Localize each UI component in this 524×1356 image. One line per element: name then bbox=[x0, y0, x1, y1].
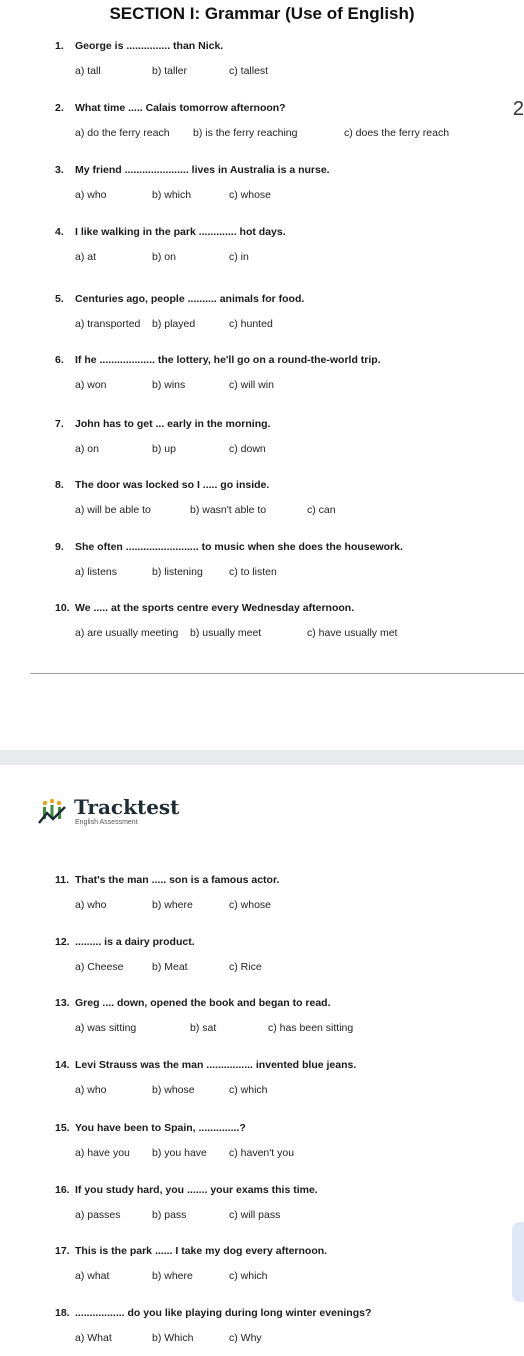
question-9 bbox=[55, 541, 403, 553]
divider-line bbox=[30, 673, 524, 674]
question-2 bbox=[55, 102, 286, 114]
answer-option-c[interactable]: c) Rice bbox=[229, 961, 262, 973]
question-number: 7. bbox=[55, 418, 64, 430]
question-number: 3. bbox=[55, 164, 64, 176]
answer-option-a[interactable]: a) at bbox=[75, 251, 97, 263]
answer-option-c[interactable]: c) tallest bbox=[229, 65, 269, 77]
question-number: 10. bbox=[55, 602, 70, 614]
answer-option-a[interactable]: a) transported bbox=[75, 318, 141, 330]
question-text: This is the park ...... I take my dog every afternoon. bbox=[75, 1245, 328, 1257]
answer-option-a[interactable]: a) tall bbox=[75, 65, 101, 77]
side-panel-tab[interactable] bbox=[512, 1222, 524, 1302]
question-number: 4. bbox=[55, 226, 64, 238]
answer-option-a[interactable]: a) who bbox=[75, 1084, 107, 1096]
answer-option-c[interactable]: c) in bbox=[229, 251, 249, 263]
question-number: 6. bbox=[55, 354, 64, 366]
answer-option-b[interactable]: b) where bbox=[152, 899, 193, 911]
answer-option-c[interactable]: c) can bbox=[307, 504, 336, 516]
question-text: She often ......................... to music when she does the housework. bbox=[75, 541, 403, 553]
answer-option-a[interactable]: a) who bbox=[75, 899, 107, 911]
answer-option-c[interactable]: c) which bbox=[229, 1084, 268, 1096]
question-number: 14. bbox=[55, 1059, 70, 1071]
answer-option-a[interactable]: a) passes bbox=[75, 1209, 121, 1221]
question-text: My friend ...................... lives in Australia is a nurse. bbox=[75, 164, 330, 176]
question-1 bbox=[55, 40, 223, 52]
answer-option-b[interactable]: b) sat bbox=[190, 1022, 217, 1034]
answer-option-c[interactable]: c) will win bbox=[229, 379, 274, 391]
question-4 bbox=[55, 226, 286, 238]
answer-option-c[interactable]: c) does the ferry reach bbox=[344, 127, 450, 139]
answer-option-a[interactable]: a) was sitting bbox=[75, 1022, 137, 1034]
question-text: That's the man ..... son is a famous actor. bbox=[75, 874, 280, 886]
question-15 bbox=[55, 1122, 246, 1134]
question-13 bbox=[55, 997, 331, 1009]
answer-option-a[interactable]: a) what bbox=[75, 1270, 110, 1282]
question-text: ................. do you like playing during long winter evenings? bbox=[75, 1307, 372, 1319]
section-title: SECTION I: Grammar (Use of English) bbox=[109, 4, 415, 23]
answer-option-b[interactable]: b) played bbox=[152, 318, 196, 330]
answer-option-b[interactable]: b) up bbox=[152, 443, 176, 455]
question-text: If you study hard, you ....... your exams this time. bbox=[75, 1184, 318, 1196]
question-text: The door was locked so I ..... go inside. bbox=[75, 479, 270, 491]
answer-option-a[interactable]: a) do the ferry reach bbox=[75, 127, 170, 139]
question-8 bbox=[55, 479, 269, 491]
answer-option-c[interactable]: c) has been sitting bbox=[268, 1022, 354, 1034]
question-text: Centuries ago, people .......... animals for food. bbox=[75, 293, 305, 305]
answer-option-a[interactable]: a) who bbox=[75, 189, 107, 201]
page-separator bbox=[0, 750, 524, 765]
question-number: 1. bbox=[55, 40, 64, 52]
answer-option-c[interactable]: c) which bbox=[229, 1270, 268, 1282]
question-text: Greg .... down, opened the book and began to read. bbox=[75, 997, 331, 1009]
question-number: 15. bbox=[55, 1122, 70, 1134]
question-text: ......... is a dairy product. bbox=[75, 936, 195, 948]
answer-option-b[interactable]: b) whose bbox=[152, 1084, 195, 1096]
answer-option-c[interactable]: c) hunted bbox=[229, 318, 273, 330]
answer-option-c[interactable]: c) will pass bbox=[229, 1209, 281, 1221]
answer-option-a[interactable]: a) are usually meeting bbox=[75, 627, 179, 639]
answer-option-a[interactable]: a) will be able to bbox=[75, 504, 151, 516]
question-number: 18. bbox=[55, 1307, 70, 1319]
tracktest-logo bbox=[37, 795, 217, 829]
answer-option-c[interactable]: c) whose bbox=[229, 189, 272, 201]
answer-option-b[interactable]: b) where bbox=[152, 1270, 193, 1282]
answer-option-c[interactable]: c) haven't you bbox=[229, 1147, 295, 1159]
question-text: I like walking in the park ............. hot days. bbox=[75, 226, 286, 238]
question-3 bbox=[55, 164, 330, 176]
brand-name: Tracktest bbox=[74, 795, 180, 819]
question-number: 12. bbox=[55, 936, 70, 948]
question-14 bbox=[55, 1059, 356, 1071]
question-number: 11. bbox=[55, 874, 70, 886]
answer-option-c[interactable]: c) down bbox=[229, 443, 266, 455]
answer-option-b[interactable]: b) wasn't able to bbox=[190, 504, 267, 516]
question-text: What time ..... Calais tomorrow afternoon? bbox=[75, 102, 286, 114]
answer-option-a[interactable]: a) Cheese bbox=[75, 961, 124, 973]
question-17 bbox=[55, 1245, 327, 1257]
answer-option-a[interactable]: a) What bbox=[75, 1332, 112, 1344]
answer-option-a[interactable]: a) listens bbox=[75, 566, 118, 578]
answer-option-a[interactable]: a) have you bbox=[75, 1147, 130, 1159]
question-16 bbox=[55, 1184, 318, 1196]
question-text: You have been to Spain, ..............? bbox=[75, 1122, 246, 1134]
question-number: 9. bbox=[55, 541, 64, 553]
answer-option-a[interactable]: a) won bbox=[75, 379, 107, 391]
question-6 bbox=[55, 354, 381, 366]
question-5 bbox=[55, 293, 304, 305]
answer-option-b[interactable]: b) which bbox=[152, 189, 192, 201]
answer-option-b[interactable]: b) Which bbox=[152, 1332, 194, 1344]
question-text: John has to get ... early in the morning. bbox=[75, 418, 271, 430]
question-number: 16. bbox=[55, 1184, 70, 1196]
edge-page-number: 2 bbox=[512, 98, 524, 120]
question-number: 8. bbox=[55, 479, 64, 491]
answer-option-c[interactable]: c) whose bbox=[229, 899, 272, 911]
question-number: 5. bbox=[55, 293, 64, 305]
question-number: 2. bbox=[55, 102, 64, 114]
question-7 bbox=[55, 418, 270, 430]
question-number: 17. bbox=[55, 1245, 70, 1257]
answer-option-b[interactable]: b) Meat bbox=[152, 961, 188, 973]
answer-option-b[interactable]: b) wins bbox=[152, 379, 186, 391]
question-12 bbox=[55, 936, 195, 948]
question-text: Levi Strauss was the man ................ invented blue jeans. bbox=[75, 1059, 357, 1071]
answer-option-c[interactable]: c) Why bbox=[229, 1332, 262, 1344]
answer-option-a[interactable]: a) on bbox=[75, 443, 99, 455]
answer-option-c[interactable]: c) to listen bbox=[229, 566, 277, 578]
question-text: If he ................... the lottery, he'll go on a round-the-world trip. bbox=[75, 354, 381, 366]
answer-option-b[interactable]: b) on bbox=[152, 251, 176, 263]
answer-option-b[interactable]: b) usually meet bbox=[190, 627, 262, 639]
answer-option-b[interactable]: b) pass bbox=[152, 1209, 187, 1221]
answer-option-c[interactable]: c) have usually met bbox=[307, 627, 398, 639]
question-10 bbox=[55, 602, 354, 614]
answer-option-b[interactable]: b) listening bbox=[152, 566, 203, 578]
question-text: George is ............... than Nick. bbox=[75, 40, 224, 52]
answer-option-b[interactable]: b) you have bbox=[152, 1147, 207, 1159]
question-number: 13. bbox=[55, 997, 70, 1009]
question-18 bbox=[55, 1307, 371, 1319]
answer-option-b[interactable]: b) is the ferry reaching bbox=[193, 127, 298, 139]
brand-tagline: English Assessment bbox=[75, 819, 138, 826]
answer-option-b[interactable]: b) taller bbox=[152, 65, 188, 77]
question-11 bbox=[55, 874, 279, 886]
tracktest-logo-icon bbox=[37, 797, 67, 827]
question-text: We ..... at the sports centre every Wednesday afternoon. bbox=[75, 602, 355, 614]
